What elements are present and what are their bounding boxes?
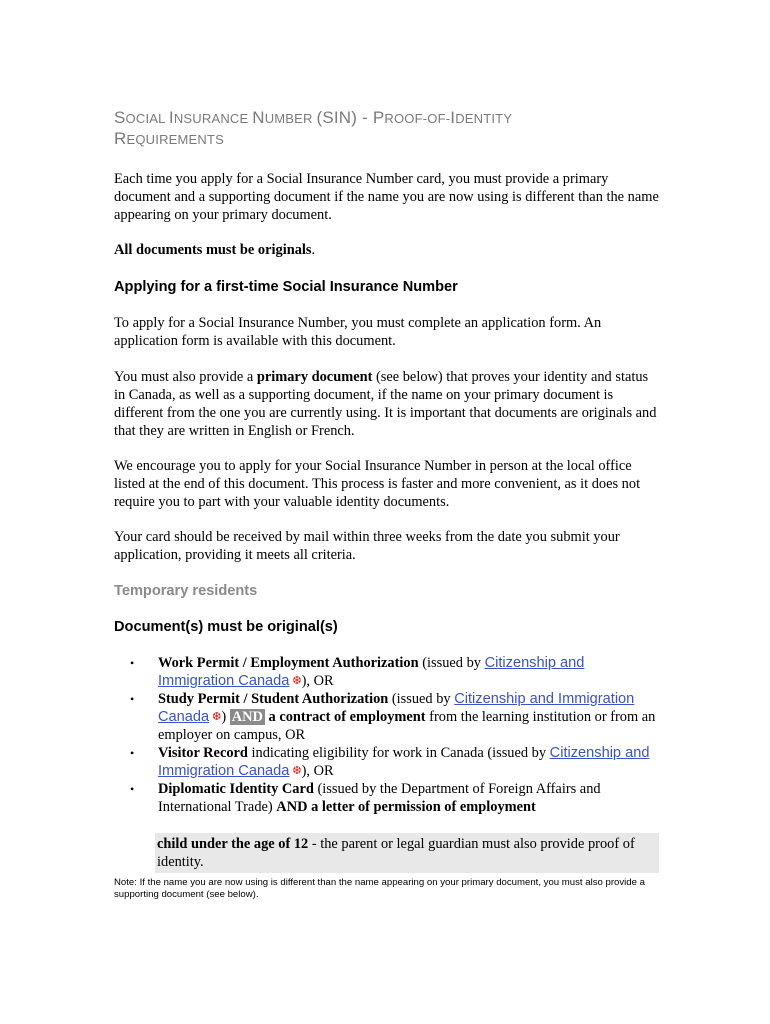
cic-link[interactable]: Citizenship and Immigration Canada [158,691,635,725]
document-list [114,654,659,816]
heading-documents-original: Document(s) must be original(s) [114,619,338,635]
list-item: • Study Permit / Student Authorization (issued by Citizenship and Immigration Canada ❆) AND a contract of employment from the learning institution or from an employer on campus, OR [130,691,656,743]
intro-paragraph: Each time you apply for a Social Insurance Number card, you must provide a primary document and a supporting document if the name you are now using is different than the name appearing on your primary document. [114,171,659,223]
originals-note: All documents must be originals. [114,242,316,258]
maple-leaf-icon: ❆ [292,765,302,777]
list-item: • Diplomatic Identity Card (issued by the Department of Foreign Affairs and International Trade) AND a letter of permission of employment [130,781,601,815]
cic-link[interactable]: Citizenship and Immigration Canada [158,655,585,689]
and-highlight: AND [231,709,263,725]
encourage-paragraph: We encourage you to apply for your Social Insurance Number in person at the local office listed at the end of this document. This process is faster and more convenient, as it does not require you to part with your valuable identity documents. [114,458,641,510]
apply-paragraph: To apply for a Social Insurance Number, you must complete an application form. An application form is available with this document. [114,315,602,349]
heading-temporary-residents: Temporary residents [114,583,258,599]
card-paragraph: Your card should be received by mail within three weeks from the date you submit your application, providing it meets all criteria. [114,529,620,563]
cic-link[interactable]: Citizenship and Immigration Canada [158,745,650,779]
heading-first-time: Applying for a first-time Social Insurance Number [114,279,458,295]
list-item: • Visitor Record indicating eligibility for work in Canada (issued by Citizenship and Immigration Canada ❆), OR [130,745,650,779]
maple-leaf-icon: ❆ [212,711,222,723]
list-item: • Work Permit / Employment Authorization (issued by Citizenship and Immigration Canada ❆), OR [130,655,585,689]
footnote: Note: If the name you are now using is different than the name appearing on your primary document, you must also provide a supporting document (see below). [114,877,645,900]
primary-document-paragraph: You must also provide a primary document (see below) that proves your identity and status in Canada, as well as a supporting document, if the name on your primary document is different from the one you are currently using. It is important that documents are originals and that they are written in English or French. [114,369,657,439]
maple-leaf-icon: ❆ [292,675,302,687]
child-notice: child under the age of 12 - the parent or legal guardian must also provide proof of identity. [155,833,659,873]
page-title: SOCIAL INSURANCE NUMBER (SIN) - PROOF-OF-IDENTITY REQUIREMENTS [114,108,513,148]
